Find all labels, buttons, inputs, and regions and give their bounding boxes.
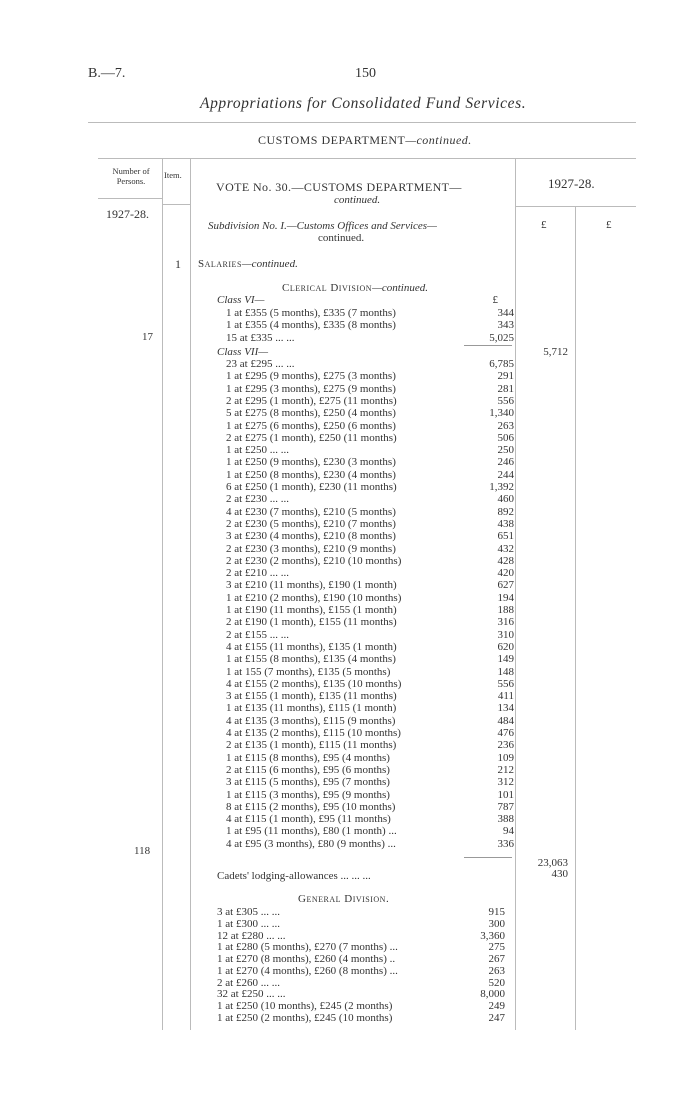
subdivision-title: Subdivision No. I.—Customs Offices and Services— [208, 220, 437, 232]
class-vii-row [226, 641, 526, 653]
rate-description: 6 at £250 (1 month), £230 (11 months) [226, 481, 397, 493]
class-vi-currency: £ [492, 294, 498, 306]
rate-description: 1 at £355 (4 months), £335 (8 months) [226, 319, 396, 332]
rate-description: 1 at £135 (11 months), £115 (1 month) [226, 702, 397, 715]
class-vii-row [226, 690, 526, 702]
class-vii-row [226, 752, 526, 764]
persons-item-divider [162, 204, 163, 1030]
department-heading [258, 133, 472, 148]
amount-value: 892 [497, 505, 514, 518]
amount-value: 194 [497, 591, 514, 604]
class-vii-row [226, 702, 526, 714]
class-vii-row [226, 493, 526, 505]
rate-description: 1 at 155 (7 months), £135 (5 months) [226, 665, 391, 678]
amount-value: 5,025 [489, 331, 514, 344]
amount-value: 915 [488, 906, 505, 918]
rate-description: 2 at £260 ... ... [217, 976, 280, 989]
rate-description: 3 at £210 (11 months), £190 (1 month) [226, 579, 397, 592]
amount-value: 267 [488, 953, 505, 965]
item-body-divider [190, 204, 191, 1030]
amount-value: 556 [497, 394, 514, 407]
rate-description: 1 at £190 (11 months), £155 (1 month) [226, 604, 397, 616]
general-division-row [217, 977, 517, 989]
salaries-continued: —continued. [241, 258, 298, 270]
clerical-division-continued: —continued. [372, 282, 428, 294]
rate-description: 12 at £280 ... ... [217, 929, 286, 942]
table-top-rule [98, 158, 636, 159]
amount-value: 281 [497, 382, 514, 395]
rate-description: 3 at £305 ... ... [217, 906, 280, 918]
class-vii-row [226, 395, 526, 407]
rate-description: 32 at £250 ... ... [217, 988, 286, 1001]
class-vii-row [226, 764, 526, 776]
amount-value: 1,340 [489, 407, 514, 420]
general-division-row [217, 918, 517, 930]
amount-value: 438 [497, 517, 514, 530]
class-vi-row [226, 307, 526, 319]
general-division-row [217, 906, 517, 918]
class-vii-row [226, 629, 526, 641]
class-vi-subtotal-rule [464, 345, 512, 346]
class-vii-row [226, 383, 526, 395]
currency-label-1: £ [541, 219, 547, 231]
class-vii-row [226, 469, 526, 481]
amount-value: 300 [488, 917, 505, 930]
amount-value: 236 [497, 739, 514, 752]
rate-description: 1 at £300 ... ... [217, 917, 280, 930]
rate-description: 4 at £155 (2 months), £135 (10 months) [226, 677, 402, 690]
class-vii-row [226, 727, 526, 739]
class-vii-row [226, 801, 526, 813]
rate-description: 2 at £275 (1 month), £250 (11 months) [226, 431, 397, 444]
general-division-row [217, 953, 517, 965]
rate-description: 2 at £210 ... ... [226, 567, 289, 580]
amount-value: 275 [488, 941, 505, 954]
rate-description: 1 at £295 (3 months), £275 (9 months) [226, 382, 396, 395]
amount-value: 246 [497, 456, 514, 469]
class-vii-row [226, 456, 526, 468]
amount-header-rule [516, 206, 636, 207]
rate-description: 15 at £335 ... ... [226, 331, 295, 344]
amount-value: 109 [497, 751, 514, 764]
rate-description: 4 at £155 (11 months), £135 (1 month) [226, 640, 397, 653]
class-vii-row [226, 616, 526, 628]
rate-description: 1 at £250 (9 months), £230 (3 months) [226, 456, 396, 469]
rate-description: 4 at £135 (3 months), £115 (9 months) [226, 714, 396, 727]
rate-description: 4 at £135 (2 months), £115 (10 months) [226, 727, 401, 739]
amount-value: 620 [497, 640, 514, 653]
amount-value: 432 [497, 542, 514, 555]
amount-value: 101 [497, 788, 514, 801]
rate-description: 1 at £115 (3 months), £95 (9 months) [226, 788, 390, 801]
subdivision-continued: continued. [318, 232, 365, 244]
class-vii-row [226, 789, 526, 801]
amount-value: 6,785 [489, 358, 514, 370]
cadets-amount: 430 [551, 868, 568, 880]
item-number: 1 [175, 257, 181, 271]
rate-description: 2 at £230 (5 months), £210 (7 months) [226, 517, 396, 530]
salaries-label: Salaries [198, 258, 242, 270]
amount-value: 244 [497, 468, 514, 481]
amount-value: 149 [497, 653, 514, 666]
class-vii-row [226, 813, 526, 825]
class-vii-row [226, 678, 526, 690]
general-division-row [217, 930, 517, 942]
year-header-left: 1927-28. [106, 207, 149, 221]
salaries-heading [198, 258, 298, 270]
amount-value: 263 [488, 964, 505, 977]
amount-value: 411 [497, 690, 514, 703]
amount-value: 506 [497, 431, 514, 444]
amount-value: 291 [497, 370, 514, 383]
general-division-row [217, 965, 517, 977]
rate-description: 3 at £115 (5 months), £95 (7 months) [226, 776, 390, 789]
amount-value: 310 [497, 628, 514, 641]
class-vii-row [226, 358, 526, 370]
class-vi-label: Class VI— [217, 294, 265, 306]
rate-description: 1 at £115 (8 months), £95 (4 months) [226, 751, 390, 764]
item-header-rule [162, 204, 190, 205]
amount-value: 148 [497, 665, 514, 678]
rate-description: 1 at £250 (8 months), £230 (4 months) [226, 468, 396, 481]
class-vii-row [226, 370, 526, 382]
amount-value: 484 [497, 714, 514, 727]
amount-divider-right [575, 206, 576, 1030]
class-vii-row [226, 543, 526, 555]
general-division-row [217, 988, 517, 1000]
amount-value: 627 [497, 579, 514, 592]
persons-header-rule [98, 198, 162, 199]
amount-value: 420 [497, 567, 514, 580]
amount-value: 336 [497, 837, 514, 850]
rate-description: 2 at £295 (1 month), £275 (11 months) [226, 394, 397, 407]
rate-description: 1 at £95 (11 months), £80 (1 month) ... [226, 825, 397, 838]
amount-value: 8,000 [480, 988, 505, 1001]
general-division-row [217, 1000, 517, 1012]
class-vii-row [226, 653, 526, 665]
rate-description: 5 at £275 (8 months), £250 (4 months) [226, 407, 396, 420]
amount-value: 556 [497, 677, 514, 690]
rate-description: 2 at £135 (1 month), £115 (11 months) [226, 739, 397, 752]
class-vii-row [226, 825, 526, 837]
page-reference: B.—7. [88, 66, 126, 81]
department-continued: —continued. [405, 133, 472, 147]
amount-value: 787 [497, 800, 514, 813]
class-vi-persons: 17 [142, 331, 153, 343]
amount-value: 651 [497, 530, 514, 543]
rate-description: 2 at £190 (1 month), £155 (11 months) [226, 616, 397, 629]
rate-description: 2 at £230 (2 months), £210 (10 months) [226, 554, 402, 567]
department-name: CUSTOMS DEPARTMENT [258, 133, 406, 147]
class-vii-row [226, 715, 526, 727]
class-vii-row [226, 592, 526, 604]
amount-value: 476 [497, 727, 514, 739]
rate-description: 2 at £155 ... ... [226, 628, 289, 641]
rate-description: 1 at £250 (10 months), £245 (2 months) [217, 1000, 393, 1012]
class-vi-row [226, 332, 526, 344]
class-vii-row [226, 420, 526, 432]
amount-value: 263 [497, 419, 514, 432]
amount-value: 316 [497, 616, 514, 629]
amount-value: 250 [497, 444, 514, 457]
class-vii-row [226, 838, 526, 850]
amount-value: 188 [497, 604, 514, 616]
cadets-label: Cadets' lodging-allowances ... ... ... [217, 870, 371, 882]
page-number: 150 [355, 66, 376, 81]
amount-value: 428 [497, 554, 514, 567]
amount-value: 134 [497, 702, 514, 715]
rate-description: 1 at £250 ... ... [226, 444, 289, 457]
vote-title: VOTE No. 30.—CUSTOMS DEPARTMENT— [216, 180, 462, 194]
rate-description: 2 at £230 ... ... [226, 493, 289, 506]
rate-description: 4 at £115 (1 month), £95 (11 months) [226, 813, 391, 826]
amount-value: 312 [497, 776, 514, 789]
rate-description: 3 at £155 (1 month), £135 (11 months) [226, 690, 397, 703]
amount-value: 520 [488, 976, 505, 989]
rate-description: 1 at £155 (8 months), £135 (4 months) [226, 653, 396, 666]
class-vii-row [226, 604, 526, 616]
amount-value: 94 [503, 825, 514, 838]
rate-description: 1 at £280 (5 months), £270 (7 months) ... [217, 941, 398, 954]
class-vii-row [226, 555, 526, 567]
clerical-division-label: Clerical Division [282, 282, 373, 294]
number-of-persons-header: Number of Persons. [112, 166, 150, 186]
rate-description: 1 at £270 (4 months), £260 (8 months) ... [217, 964, 398, 977]
rate-description: 1 at £355 (5 months), £335 (7 months) [226, 307, 396, 319]
year-header-right: 1927-28. [548, 176, 595, 191]
general-division-row [217, 941, 517, 953]
item-column-divider-top-right [190, 158, 191, 204]
rate-description: 1 at £295 (9 months), £275 (3 months) [226, 370, 396, 383]
rate-description: 1 at £210 (2 months), £190 (10 months) [226, 591, 402, 604]
amount-value: 212 [497, 763, 514, 776]
class-vii-total: 23,063 [537, 857, 568, 869]
class-vii-subtotal-rule [464, 857, 512, 858]
clerical-division-heading [282, 282, 428, 294]
class-vii-label: Class VII— [217, 346, 269, 358]
class-vi-row [226, 319, 526, 331]
rate-description: 2 at £230 (3 months), £210 (9 months) [226, 542, 396, 555]
class-vii-row [226, 666, 526, 678]
header-rule [88, 122, 636, 123]
rate-description: 1 at £250 (2 months), £245 (10 months) [217, 1011, 393, 1024]
general-division-heading: General Division. [298, 893, 390, 905]
class-vii-row [226, 530, 526, 542]
vote-title-continued: continued. [334, 194, 381, 206]
rate-description: 4 at £230 (7 months), £210 (5 months) [226, 505, 396, 518]
amount-value: 1,392 [489, 481, 514, 493]
rate-description: 3 at £230 (4 months), £210 (8 months) [226, 530, 396, 543]
class-vii-row [226, 506, 526, 518]
rate-description: 1 at £275 (6 months), £250 (6 months) [226, 419, 396, 432]
amount-value: 388 [497, 813, 514, 826]
amount-value: 3,360 [480, 929, 505, 942]
rate-description: 4 at £95 (3 months), £80 (9 months) ... [226, 837, 396, 850]
class-vii-row [226, 407, 526, 419]
class-vi-total: 5,712 [543, 346, 568, 358]
amount-value: 249 [488, 1000, 505, 1012]
general-division-row [217, 1012, 517, 1024]
class-vii-row [226, 567, 526, 579]
rate-description: 8 at £115 (2 months), £95 (10 months) [226, 800, 396, 813]
amount-value: 344 [497, 307, 514, 319]
item-column-divider-top [162, 158, 163, 204]
rate-description: 23 at £295 ... ... [226, 358, 295, 370]
item-header: Item. [164, 170, 182, 180]
class-vii-row [226, 776, 526, 788]
class-vii-persons: 118 [134, 845, 151, 857]
amount-value: 247 [488, 1011, 505, 1024]
rate-description: 2 at £115 (6 months), £95 (6 months) [226, 763, 390, 776]
amount-value: 460 [497, 493, 514, 506]
class-vii-row [226, 579, 526, 591]
rate-description: 1 at £270 (8 months), £260 (4 months) .. [217, 953, 396, 965]
currency-label-2: £ [606, 219, 612, 231]
page-title: Appropriations for Consolidated Fund Services. [200, 95, 527, 112]
class-vii-row [226, 481, 526, 493]
class-vii-row [226, 739, 526, 751]
class-vii-row [226, 444, 526, 456]
amount-value: 343 [497, 319, 514, 332]
class-vii-row [226, 432, 526, 444]
class-vii-row [226, 518, 526, 530]
